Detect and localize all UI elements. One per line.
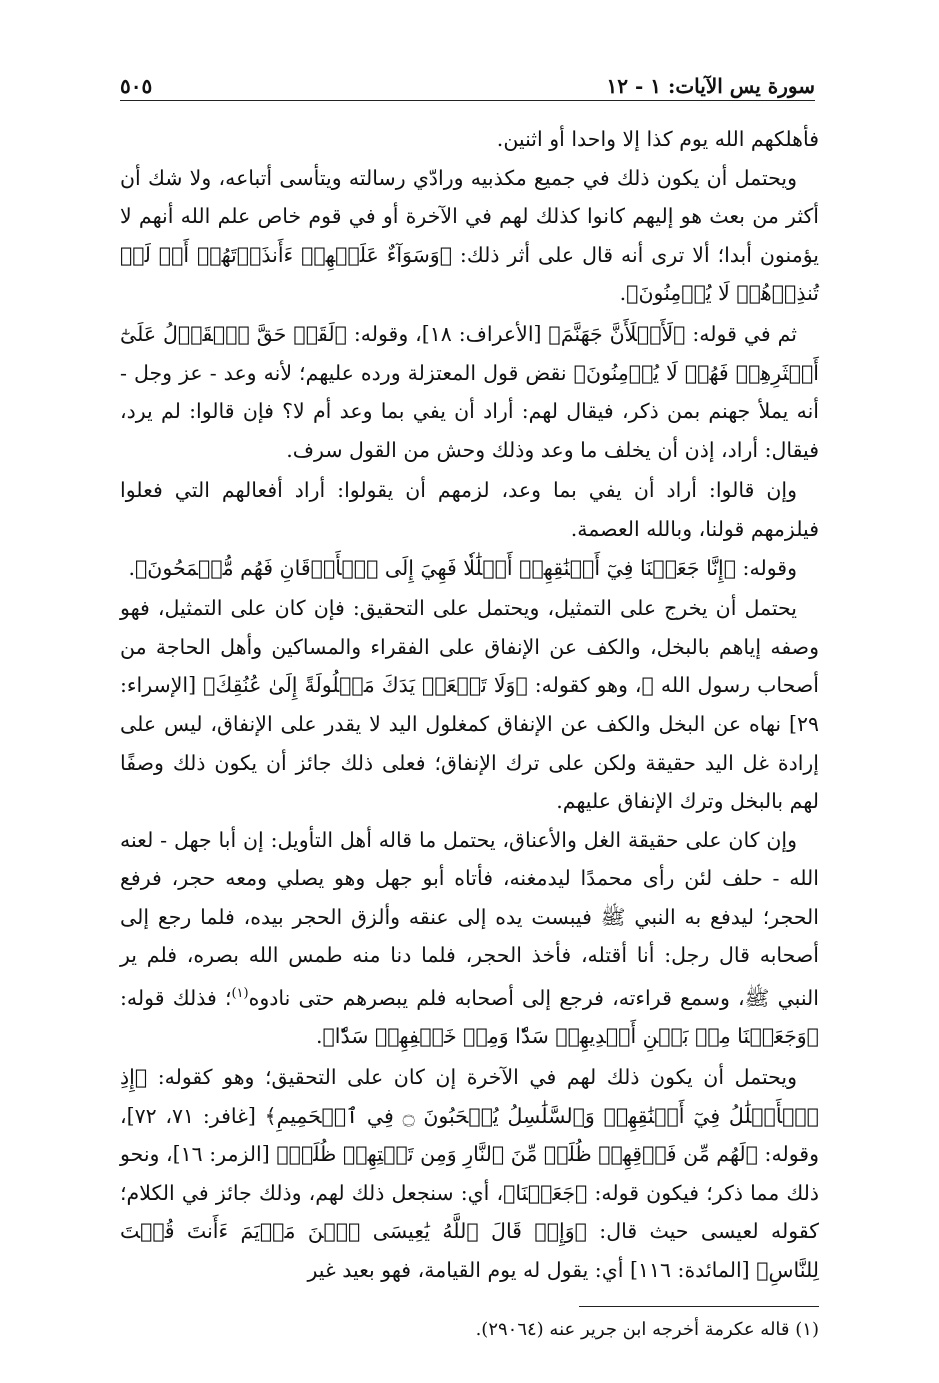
paragraph-1: فأهلكهم الله يوم كذا إلا واحدا أو اثنين. xyxy=(496,127,819,151)
main-text xyxy=(120,120,819,1290)
surah-title: سورة يس الآيات: ١ - ١٢ xyxy=(606,74,815,98)
footnote xyxy=(120,1315,819,1345)
paragraph-6: يحتمل أن يخرج على التمثيل، ويحتمل على التحقيق: فإن كان على التمثيل، فهو وصفه إياهم بالبخل، والكف عن الإنفاق على الفقراء والمساكين وأهل الحاجة من أصحاب رسول الله ﷺ، وهو كقوله: ﴿وَلَا تَجۡعَلۡ يَدَكَ مَغۡلُولَةً إِلَىٰ عُنُقِكَ﴾ [الإسراء: ٢٩] نهاه عن البخل والكف عن الإنفاق كمغلول اليد لا يقدر على الإنفاق، ليس على إرادة غل اليد حقيقة ولكن على ترك الإنفاق؛ فعلى ذلك جائز أن يكون ذلك وصفًا لهم بالبخل وترك الإنفاق عليهم. xyxy=(120,596,819,814)
paragraph-7 xyxy=(120,821,819,1056)
footnote-divider xyxy=(579,1306,819,1307)
paragraph-7-text: وإن كان على حقيقة الغل والأعناق، يحتمل ما قاله أهل التأويل: إن أبا جهل - لعنه الله - حلف لئن رأى محمدًا ليدمغنه، فأتاه أبو جهل وهو يصلي ومعه حجر، فرفع الحجر؛ ليدفع به النبي ﷺ فيبست يده إلى عنقه وألزق الحجر بيده، فلما رجع إلى أصحابه قال رجل: أنا أقتله، فأخذ الحجر، فلما دنا منه طمس الله بصره، فلم ير النبي ﷺ، وسمع قراءته، فرجع إلى أصحابه فلم يبصرهم حتى نادوه xyxy=(120,827,819,1010)
paragraph-4: وإن قالوا: أراد أن يفي بما وعد، لزمهم أن يقولوا: أراد أفعالهم التي فعلوا فيلزمهم قولنا، وبالله العصمة. xyxy=(120,478,819,541)
paragraph-8: ويحتمل أن يكون ذلك لهم في الآخرة إن كان على التحقيق؛ وهو كقوله: ﴿إِذِ ٱلۡأَغۡلَٰلُ فِيٓ أَعۡنَٰقِهِمۡ وَٱلسَّلَٰسِلُ يُسۡحَبُونَ ۝ فِي ٱلۡحَمِيمِ﴾ [غافر: ٧١، ٧٢]، وقوله: ﴿لَهُم مِّن فَوۡقِهِمۡ ظُلَلٞ مِّنَ ٱلنَّارِ وَمِن تَحۡتِهِمۡ ظُلَلٞ﴾ [الزمر: ١٦]، ونحو ذلك مما ذكر؛ فيكون قوله: ﴿جَعَلۡنَا﴾، أي: سنجعل ذلك لهم، وذلك جائز في الكلام؛ كقوله لعيسى حيث قال: ﴿وَإِذۡ قَالَ ٱللَّهُ يَٰعِيسَى ٱبۡنَ مَرۡيَمَ ءَأَنتَ قُلۡتَ لِلنَّاسِ﴾ [المائدة: ١١٦] أي: يقول له يوم القيامة، فهو بعيد غير xyxy=(120,1065,819,1283)
paragraph-3: ثم في قوله: ﴿لَأَمۡلَأَنَّ جَهَنَّمَ﴾ [الأعراف: ١٨]، وقوله: ﴿لَقَدۡ حَقَّ ٱلۡقَوۡلُ عَلَىٰٓ أَكۡثَرِهِمۡ فَهُمۡ لَا يُؤۡمِنُونَ﴾ نقض قول المعتزلة ورده عليهم؛ لأنه وعد - عز وجل - أنه يملأ جهنم بمن ذكر، فيقال لهم: أراد أن يفي بما وعد أم لا؟ فإن قالوا: لم يرد، فيقال: أراد، إذن أن يخلف ما وعد وذلك وحش من القول سرف. xyxy=(120,321,819,462)
paragraph-5: وقوله: ﴿إِنَّا جَعَلۡنَا فِيٓ أَعۡنَٰقِهِمۡ أَغۡلَٰلٗا فَهِيَ إِلَى ٱلۡأَذۡقَانِ فَهُم مُّقۡمَحُونَ﴾. xyxy=(128,555,797,580)
footnote-number: (١) xyxy=(795,1319,819,1340)
page-header xyxy=(120,58,815,98)
paragraph-2: ويحتمل أن يكون ذلك في جميع مكذبيه ورادّي رسالته ويتأسى أتباعه، ولا شك أن أكثر من بعث هو إليهم كانوا كذلك لهم في الآخرة أو في قوم خاص علم الله أنهم لا يؤمنون أبدا؛ ألا ترى أنه قال على أثر ذلك: ﴿وَسَوَآءٌ عَلَيۡهِمۡ ءَأَنذَرۡتَهُمۡ أَمۡ لَمۡ تُنذِرۡهُمۡ لَا يُؤۡمِنُونَ﴾. xyxy=(120,165,819,306)
header-divider xyxy=(120,100,815,101)
paragraph-7-tail: ؛ فذلك قوله: ﴿وَجَعَلۡنَا مِنۢ بَيۡنِ أَيۡدِيهِمۡ سَدّٗا وَمِنۡ خَلۡفِهِمۡ سَدّٗا﴾. xyxy=(120,985,819,1049)
footnote-marker: (١) xyxy=(231,986,249,1002)
footnote-text: قاله عكرمة أخرجه ابن جرير عنه (٢٩٠٦٤). xyxy=(475,1319,790,1340)
page-number: ٥٠٥ xyxy=(120,74,153,98)
